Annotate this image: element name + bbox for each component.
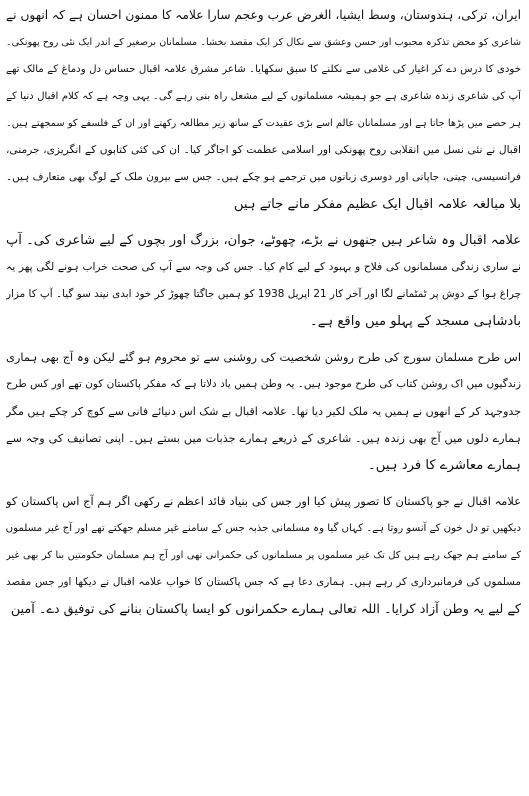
paragraph-gap bbox=[6, 479, 521, 488]
paragraph-gap bbox=[6, 218, 521, 227]
text-line: علامہ اقبال نے جو پاکستان کا تصور پیش کیا اور جس کی بنیاد قائد اعظم نے رکھی اگر ہم آج اس پاکستان کو bbox=[6, 494, 521, 508]
text-line: کے سامنے ہم جھک رہے ہیں کل تک غیر مسلموں پر مسلمانوں کی حکمرانی تھی اور آج ہم مسلمان حکومتیں بنا کر بھی غیر bbox=[6, 550, 521, 561]
text-line: کے لیے یہ وطن آزاد کرایا۔ اللہ تعالی ہمارے حکمرانوں کو ایسا پاکستان بنانے کی توفیق دے۔ آمین bbox=[10, 602, 521, 617]
text-line: آپ کی شاعری زندہ شاعری ہے جو ہمیشہ مسلمانوں کے لیے مشعل راہ بنی رہے گی۔ یہی وجہ ہے کہ کلام اقبال دنیا کے bbox=[6, 91, 521, 102]
text-line: ہمارے معاشرے کا فرد ہیں۔ bbox=[368, 458, 521, 473]
text-line: شاعری کو محض تذکرہ محبوب اور حسن وعشق سے نکال کر ایک مقصد بخشا۔ مسلمانان برصغیر کے اندر ایک نئی روح پھونکی۔ bbox=[6, 37, 521, 48]
text-line: فرانسیسی، چینی، جاپانی اور دوسری زبانوں میں ترجمے ہو چکے ہیں۔ جس سے بیرون ملک کے لوگ بھی متعارف ہیں۔ bbox=[6, 171, 521, 183]
text-line: علامہ اقبال وہ شاعر ہیں جنھوں نے بڑے، چھوٹے، جوان، بزرگ اور بچوں کے لیے شاعری کی۔ آپ bbox=[6, 233, 521, 248]
text-line: مسلموں کی فرمانبرداری کر رہے ہیں۔ ہماری دعا ہے کہ جس پاکستان کا خواب علامہ اقبال نے دیکھا اور جس مقصد bbox=[6, 576, 521, 588]
text-line: اس طرح مسلمان سورج کی طرح روشن شخصیت کی روشنی سے تو محروم ہو گئے لیکن وہ آج بھی ہماری bbox=[6, 350, 521, 364]
text-line: ہمارے دلوں میں آج بھی زندہ ہیں۔ شاعری کے ذریعے ہمارے جذبات میں بستے ہیں۔ اپنی تصانیف کی وجہ سے bbox=[6, 432, 521, 445]
paragraph-4 bbox=[6, 488, 521, 623]
text-line: ایران، ترکی، ہندوستان، وسط ایشیا، الغرض عرب وعجم سارا علامہ کا ممنون احسان ہے کہ انھوں نے bbox=[6, 8, 521, 22]
text-line: خودی کا درس دے کر اغیار کی غلامی سے نکلنے کا سبق سکھایا۔ شاعر مشرق علامہ اقبال حساس دل ودماغ کے مالک تھے bbox=[6, 64, 521, 75]
text-line: اقبال نے نئی نسل میں انقلابی روح پھونکی اور اسلامی عظمت کو اجاگر کیا۔ ان کی کئی کتابوں کے انگریزی، جرمنی، bbox=[6, 144, 521, 156]
paragraph-1 bbox=[6, 2, 521, 218]
text-line: بادشاہی مسجد کے پہلو میں واقع ہے۔ bbox=[310, 314, 521, 329]
paragraph-gap bbox=[6, 335, 521, 344]
text-line: چراغ ہوا کے دوش پر ٹمٹمانے لگا اور آخر کار 21 اپریل 1938 کو ہمیں جاگتا چھوڑ کر خود ابدی نیند سو گیا۔ آپ کا مزار bbox=[6, 288, 521, 300]
text-line: ہر حصے میں پڑھا جاتا ہے اور مسلمانان عالم اسے بڑی عقیدت کے ساتھ زیر مطالعہ رکھتے اور ان کے فلسفے کو سمجھتے ہیں۔ bbox=[6, 118, 521, 129]
text-line: بلا مبالغہ علامہ اقبال ایک عظیم مفکر مانے جاتے ہیں bbox=[233, 197, 521, 212]
text-line: زندگیوں میں اک روشن کتاب کی طرح موجود ہیں۔ یہ وطن ہمیں یاد دلاتا ہے کہ مفکر پاکستان کون تھے اور کس طرح bbox=[6, 378, 521, 390]
text-line: نے ساری زندگی مسلمانوں کی فلاح و بہبود کے لیے کام کیا۔ جس کی وجہ سے آپ کی صحت خراب ہونے لگی پھر یہ bbox=[6, 261, 521, 273]
text-line: جدوجہد کر کے انھوں نے ہمیں یہ ملک لکیر دیا تھا۔ علامہ اقبال بے شک اس دنیائے فانی سے کوچ کر چکے ہیں مگر bbox=[6, 405, 521, 418]
text-line: دیکھیں تو دل خون کے آنسو روتا ہے۔ کہاں گیا وہ مسلمانی جذبہ جس کے سامنے غیر مسلم جھکتے تھے اور آج غیر مسلموں bbox=[6, 523, 521, 534]
paragraph-2 bbox=[6, 227, 521, 335]
paragraph-3 bbox=[6, 344, 521, 479]
